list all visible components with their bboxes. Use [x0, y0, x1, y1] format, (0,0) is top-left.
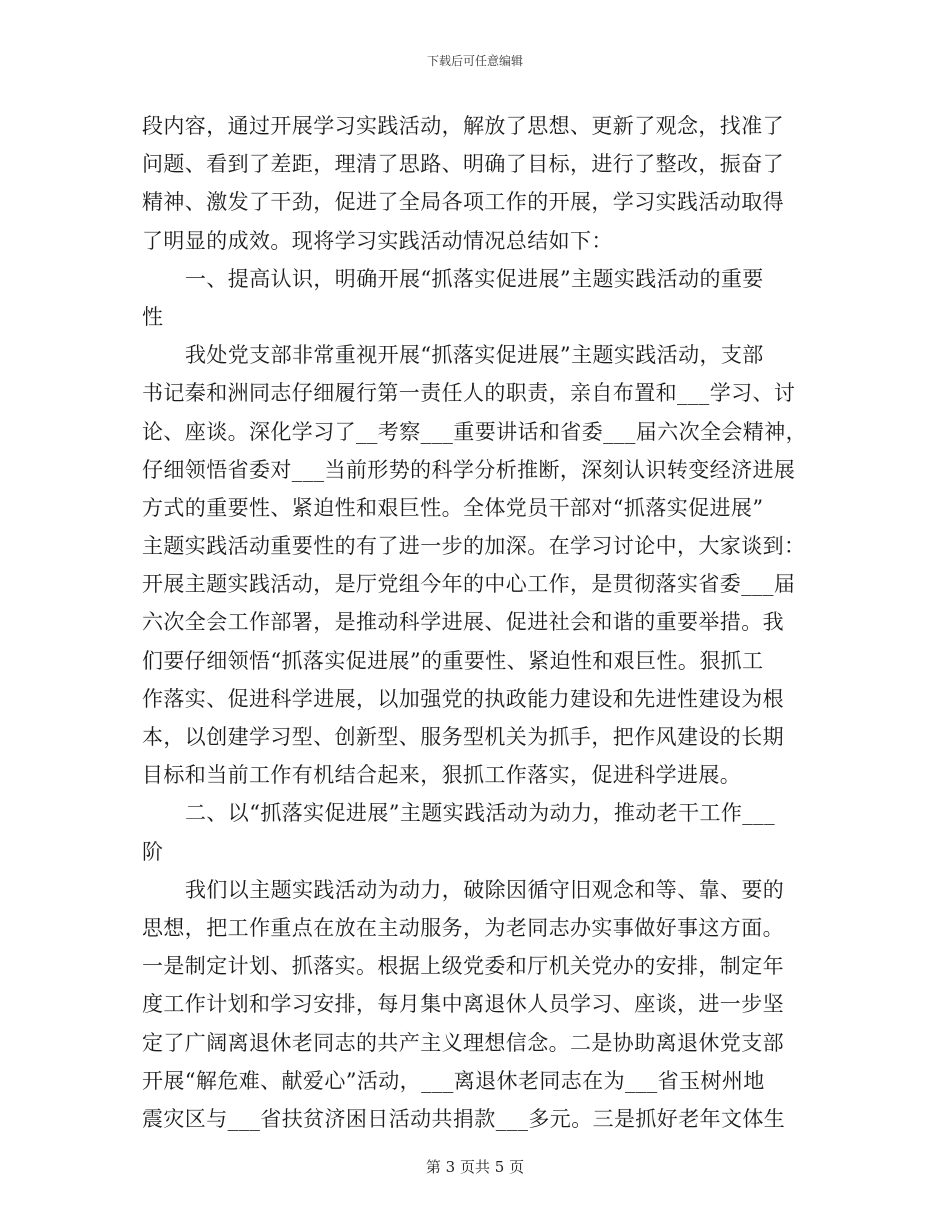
text-line: 本，以创建学习型、创新型、服务型机关为抓手，把作风建设的长期	[142, 725, 784, 749]
text-line: 阶	[142, 839, 164, 864]
text-line: 们要仔细领悟“抓落实促进展”的重要性、紧迫性和艰巨性。狠抓工	[142, 648, 764, 673]
text-line: 目标和当前工作有机结合起来，狠抓工作落实，促进科学进展。	[142, 763, 742, 788]
text-line: 问题、看到了差距，理清了思路、明确了目标，进行了整改，振奋了	[142, 152, 784, 177]
text-line: 作落实、促进科学进展，以加强党的执政能力建设和先进性建设为根	[142, 686, 784, 711]
text-line: 主题实践活动重要性的有了进一步的加深。在学习讨论中，大家谈到：	[142, 534, 806, 559]
text-line: 论、座谈。深化学习了__考察___重要讲话和省委___届六次全会精神，	[142, 419, 807, 444]
text-line: 性	[142, 304, 164, 329]
text-line: 了明显的成效。现将学习实践活动情况总结如下：	[142, 228, 613, 253]
text-line: 我们以主题实践活动为动力，破除因循守旧观念和等、靠、要的	[185, 877, 785, 902]
text-line: 方式的重要性、紧迫性和艰巨性。全体党员干部对“抓落实促进展”	[142, 495, 764, 520]
text-line: 六次全会工作部署，是推动科学进展、促进社会和谐的重要举措。我	[142, 610, 784, 635]
text-line: 仔细领悟省委对___当前形势的科学分析推断，深刻认识转变经济进展	[142, 457, 796, 482]
text-line: 二、以“抓落实促进展”主题实践活动为动力，推动老干工作___	[185, 801, 775, 826]
text-line: 一是制定计划、抓落实。根据上级党委和厅机关党办的安排，制定年	[142, 954, 784, 979]
document-body	[142, 107, 822, 1138]
text-line: 精神、激发了干劲，促进了全局各项工作的开展，学习实践活动取得	[142, 190, 784, 215]
text-line: 书记秦和洲同志仔细履行第一责任人的职责，亲自布置和___学习、讨	[142, 381, 796, 406]
text-line: 定了广阔离退休老同志的共产主义理想信念。二是协助离退休党支部	[142, 1030, 784, 1055]
text-line: 我处党支部非常重视开展“抓落实促进展”主题实践活动，支部	[185, 343, 764, 368]
text-line: 思想，把工作重点在放在主动服务，为老同志办实事做好事这方面。	[142, 915, 784, 940]
page-footer: 第 3 页共 5 页	[425, 1158, 525, 1176]
text-line: 震灾区与___省扶贫济困日活动共捐款___多元。三是抓好老年文体生	[142, 1106, 786, 1131]
text-line: 段内容，通过开展学习实践活动，解放了思想、更新了观念，找准了	[142, 114, 784, 138]
text-line: 一、提高认识，明确开展“抓落实促进展”主题实践活动的重要	[185, 266, 764, 291]
text-line: 开展主题实践活动，是厅党组今年的中心工作，是贯彻落实省委___届	[142, 572, 796, 597]
text-line: 开展“解危难、献爱心”活动，___离退休老同志在为___省玉树州地	[142, 1068, 765, 1093]
text-line: 度工作计划和学习安排，每月集中离退休人员学习、座谈，进一步坚	[142, 992, 784, 1017]
page-header: 下载后可任意编辑	[426, 54, 523, 68]
